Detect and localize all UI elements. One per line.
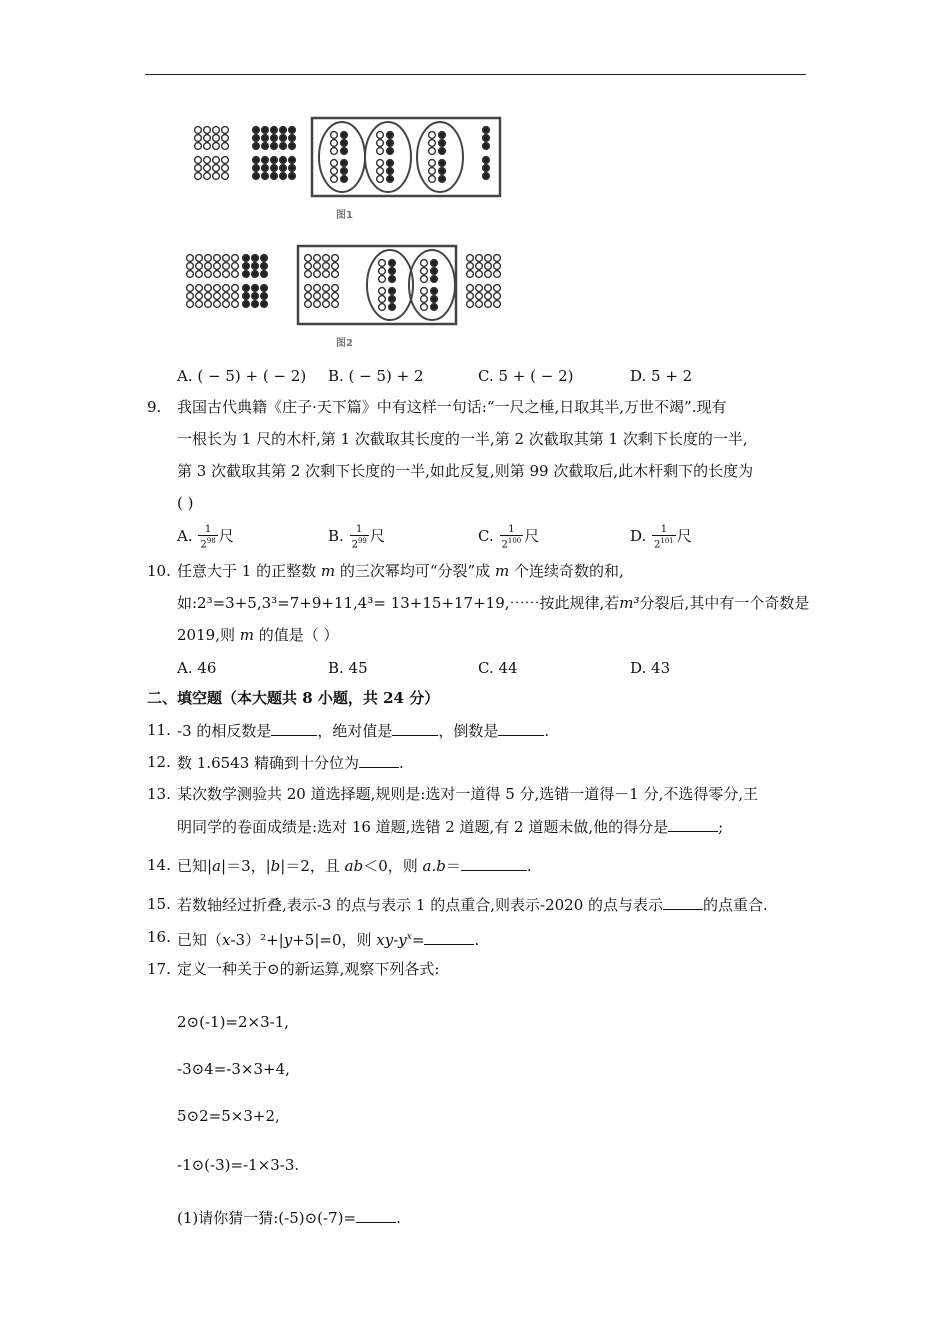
q8-option-c[interactable]: C. 5 + ( − 2) <box>478 367 574 385</box>
unit: 尺 <box>524 527 540 546</box>
q17-example-2: -3⊙4=-3×3+4, <box>177 1060 290 1078</box>
q10-option-c[interactable]: C. 44 <box>478 659 518 677</box>
q12-number: 12. <box>147 753 171 771</box>
q10-line-3: 2019,则 m 的值是（ ） <box>177 626 339 644</box>
option-label: A. <box>177 527 193 546</box>
option-label: C. <box>478 527 494 546</box>
figure-1-caption: 图1 <box>336 210 353 221</box>
option-label: D. <box>630 527 647 546</box>
answer-blank[interactable] <box>392 720 438 736</box>
q9-line-3: 第 3 次截取其第 2 次剩下长度的一半,如此反复,则第 99 次截取后,此木杆剩下的长度为 <box>177 462 754 480</box>
q11-text: -3 的相反数是 ，绝对值是 ，倒数是 . <box>177 722 550 740</box>
q10-number: 10. <box>147 562 171 580</box>
answer-blank[interactable] <box>668 816 718 832</box>
figure-2-abacus <box>180 243 510 333</box>
unit: 尺 <box>218 527 234 546</box>
q13-line-2: 明同学的卷面成绩是:选对 16 道题,选错 2 道题,有 2 道题未做,他的得分是 ; <box>177 818 724 836</box>
fraction: $\frac{1}{2^{101}}$ <box>654 524 674 551</box>
answer-blank[interactable] <box>359 752 399 768</box>
q10-option-a[interactable]: A. 46 <box>177 659 217 677</box>
q9-option-c[interactable] <box>478 524 539 550</box>
figure-1-abacus <box>190 115 520 205</box>
q9-option-d[interactable] <box>630 524 692 550</box>
q17-line-1: 定义一种关于⊙的新运算,观察下列各式: <box>177 960 440 978</box>
q14-text: 已知|a|＝3，|b|＝2，且 ab＜0，则 a.b＝ . <box>177 857 532 875</box>
answer-blank[interactable] <box>461 855 527 871</box>
q8-option-d[interactable]: D. 5 + 2 <box>630 367 693 385</box>
q17-example-4: -1⊙(-3)=-1×3-3. <box>177 1156 300 1174</box>
fraction: $\frac{1}{2^{99}}$ <box>351 524 367 551</box>
q10-line-2: 如:2³=3+5,3³=7+9+11,4³= 13+15+17+19,⋯⋯按此规律,若m³分裂后,其中有一个奇数是 <box>177 594 810 612</box>
option-label: B. <box>328 527 344 546</box>
q8-option-b[interactable]: B. ( − 5) + 2 <box>328 367 424 385</box>
q15-text: 若数轴经过折叠,表示-3 的点与表示 1 的点重合,则表示-2020 的点与表示 的点重合. <box>177 896 768 914</box>
unit: 尺 <box>676 527 692 546</box>
q14-number: 14. <box>147 856 171 874</box>
fraction: $\frac{1}{2^{98}}$ <box>200 524 216 551</box>
q13-line-1: 某次数学测验共 20 道选择题,规则是:选对一道得 5 分,选错一道得－1 分,不选得零分,王 <box>177 785 759 803</box>
q9-line-4: ( ) <box>177 494 194 512</box>
q10-line-1: 任意大于 1 的正整数 m 的三次幂均可“分裂”成 m 个连续奇数的和, <box>177 562 624 580</box>
q16-text: 已知（x-3）²+|y+5|=0，则 $xy-y^x=$ . <box>177 931 480 949</box>
unit: 尺 <box>369 527 385 546</box>
q17-sub-1: (1)请你猜一猜:(-5)⊙(-7)= . <box>177 1209 401 1227</box>
q10-option-d[interactable]: D. 43 <box>630 659 671 677</box>
q8-option-a[interactable]: A. ( − 5) + ( − 2) <box>177 367 307 385</box>
answer-blank[interactable] <box>271 720 317 736</box>
q11-number: 11. <box>147 721 171 739</box>
q13-number: 13. <box>147 785 171 803</box>
fraction: $\frac{1}{2^{100}}$ <box>501 524 522 551</box>
section-2-heading: 二、填空题（本大题共 8 小题，共 24 分） <box>147 689 440 707</box>
q17-number: 17. <box>147 960 171 978</box>
q16-number: 16. <box>147 928 171 946</box>
answer-blank[interactable] <box>356 1207 396 1223</box>
q9-number: 9. <box>147 398 162 416</box>
q17-example-1: 2⊙(-1)=2×3-1, <box>177 1013 290 1031</box>
answer-blank[interactable] <box>424 929 474 945</box>
q10-option-b[interactable]: B. 45 <box>328 659 368 677</box>
answer-blank[interactable] <box>498 720 544 736</box>
q15-number: 15. <box>147 895 171 913</box>
q12-text: 数 1.6543 精确到十分位为 . <box>177 754 404 772</box>
answer-blank[interactable] <box>663 894 703 910</box>
header-rule <box>145 74 806 75</box>
q9-line-1: 我国古代典籍《庄子·天下篇》中有这样一句话:“一尺之棰,日取其半,万世不竭”.现有 <box>177 398 727 416</box>
q9-option-b[interactable] <box>328 524 385 550</box>
q9-line-2: 一根长为 1 尺的木杆,第 1 次截取其长度的一半,第 2 次截取其第 1 次剩下长度的一半, <box>177 430 748 448</box>
q9-option-a[interactable] <box>177 524 234 550</box>
figure-2-caption: 图2 <box>336 338 353 349</box>
q17-example-3: 5⊙2=5×3+2, <box>177 1107 280 1125</box>
